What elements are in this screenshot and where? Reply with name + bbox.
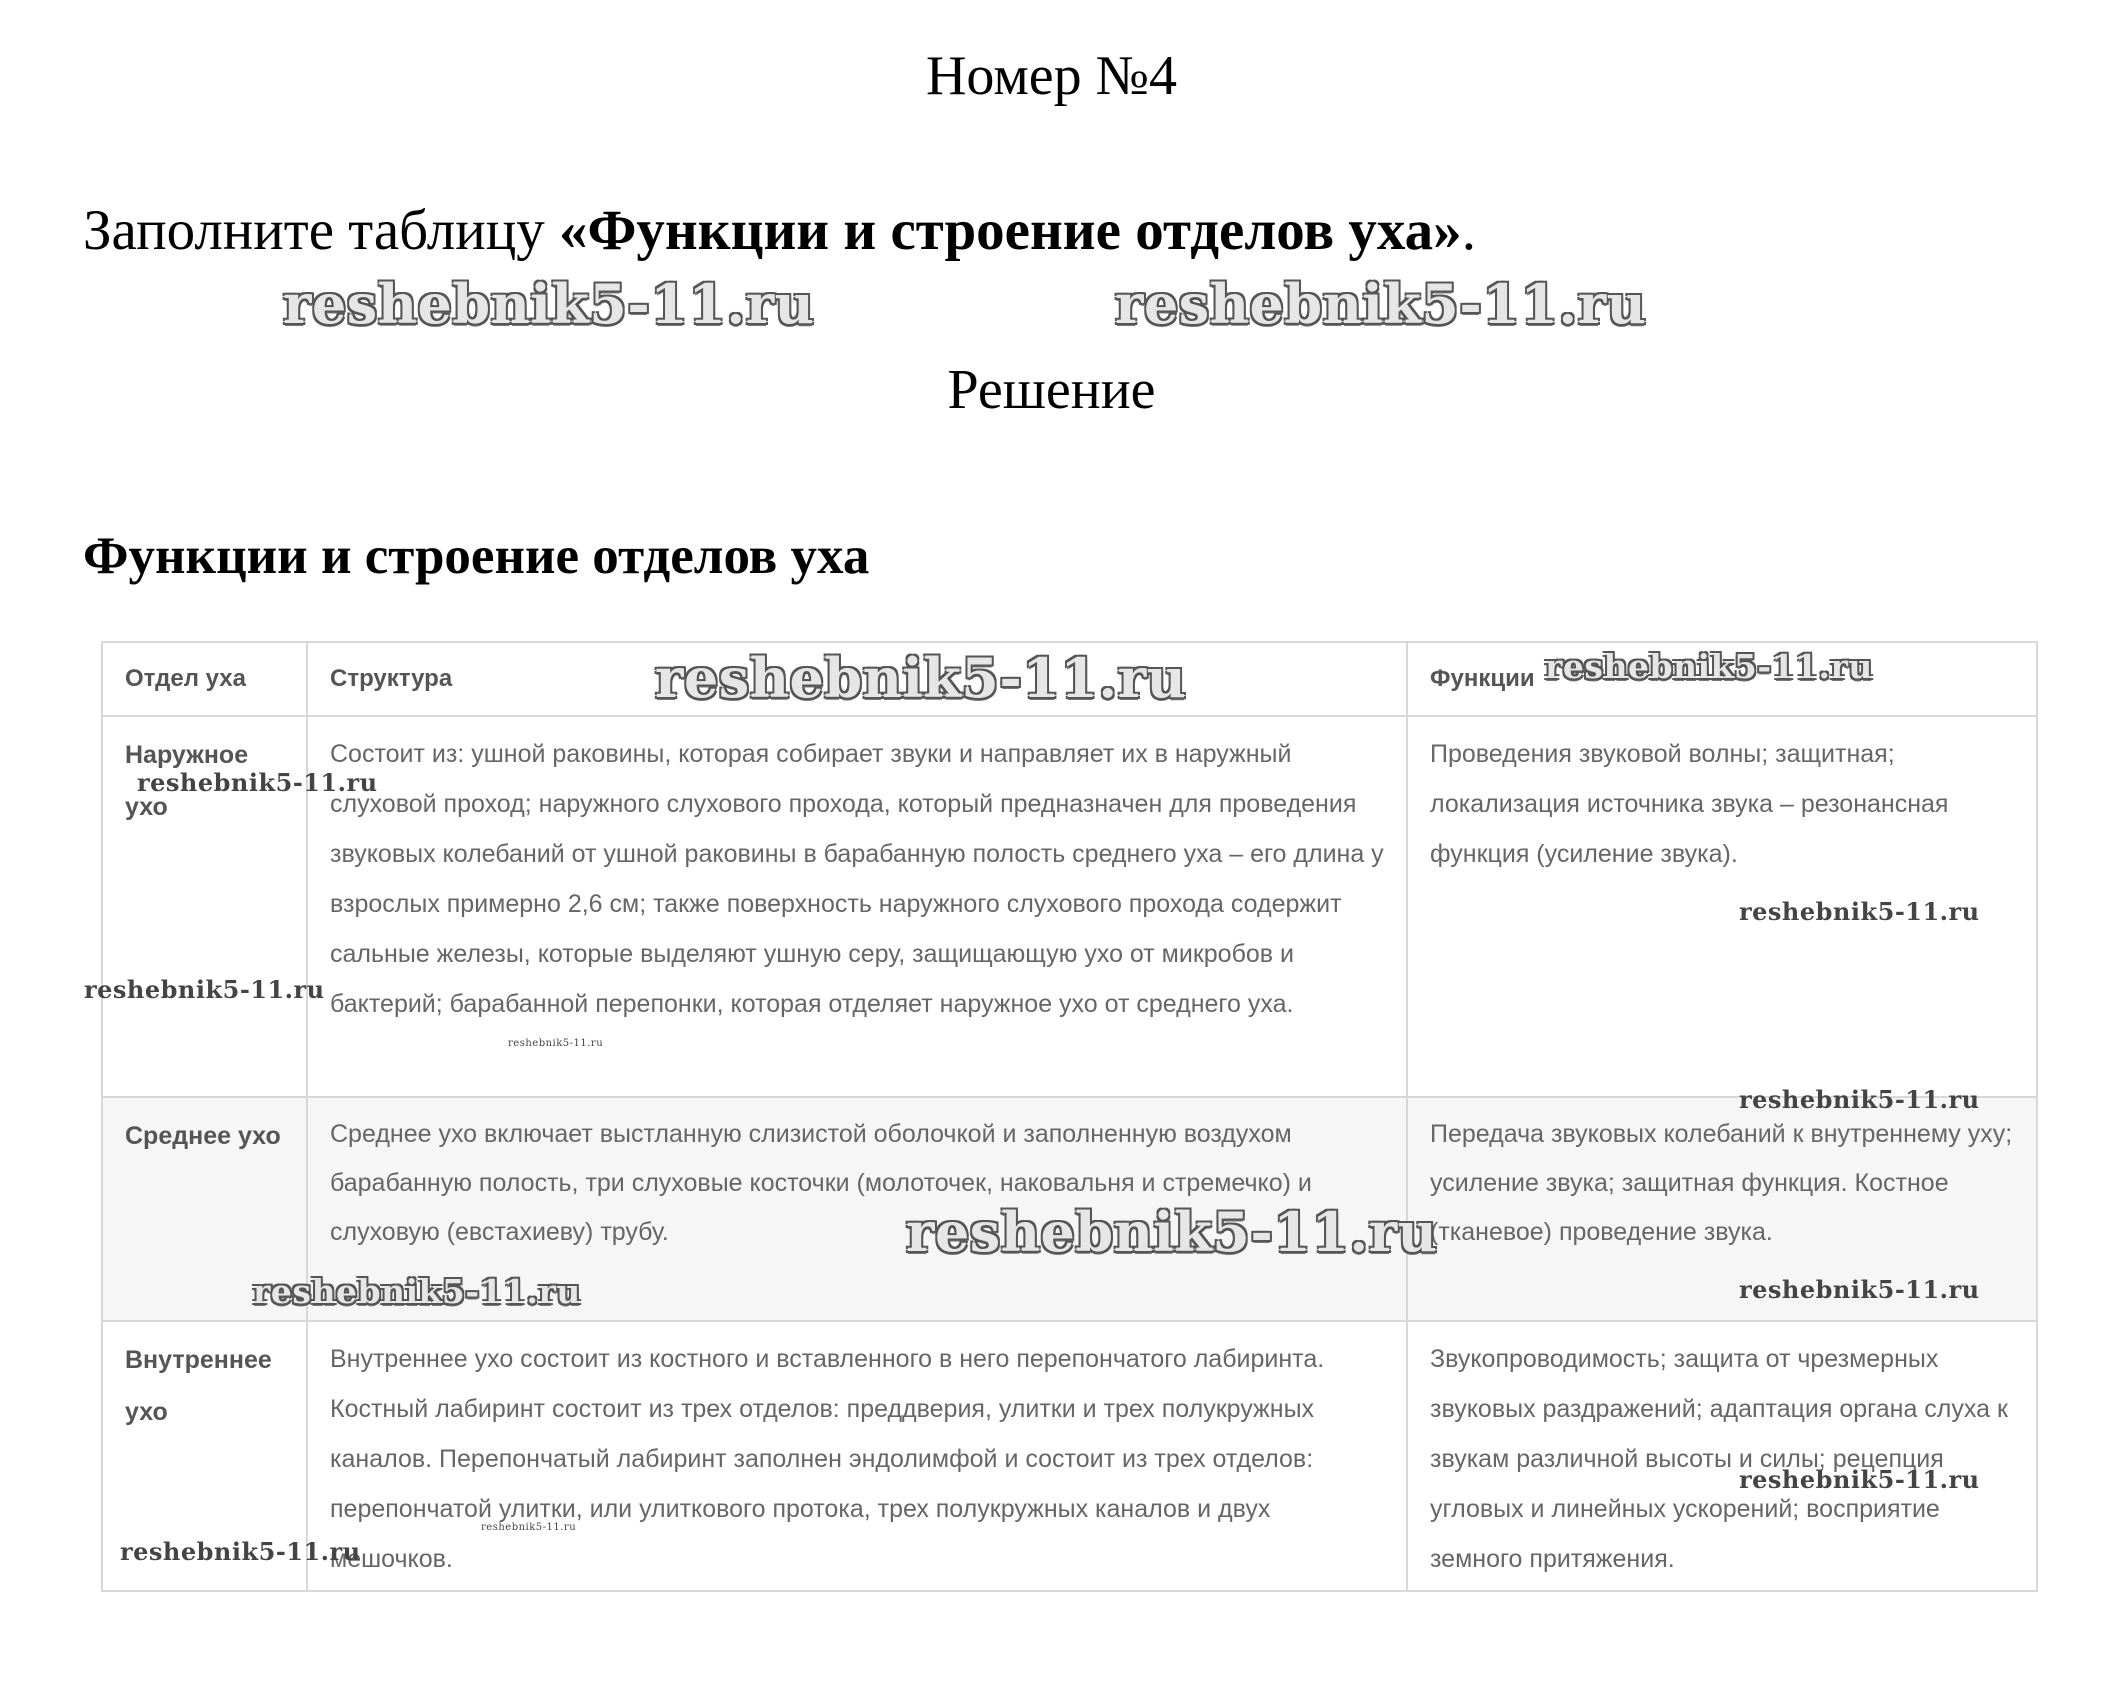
watermark: reshebnik5-11.ru	[1545, 647, 1873, 686]
watermark: reshebnik5-11.ru	[1115, 272, 1647, 336]
watermark: reshebnik5-11.ru	[1739, 1465, 1980, 1494]
watermark: reshebnik5-11.ru	[120, 1537, 361, 1566]
watermark: reshebnik5-11.ru	[1739, 1275, 1980, 1304]
watermark: reshebnik5-11.ru	[84, 975, 325, 1004]
watermark: reshebnik5-11.ru	[137, 768, 378, 797]
row-section-label: Среднее ухо	[103, 1098, 308, 1320]
watermark: reshebnik5-11.ru	[481, 1522, 577, 1533]
task-suffix: .	[1461, 199, 1476, 262]
header-functions: Функции	[1430, 665, 1535, 692]
watermark: reshebnik5-11.ru	[1739, 897, 1980, 926]
watermark: reshebnik5-11.ru	[906, 1200, 1438, 1264]
row-structure: Внутреннее ухо состоит из костного и вставленного в него перепончатого лабиринта. Костный лабиринт состоит из трех отделов: преддверия, улитки и трех полукружных каналов. Перепончатый лабиринт заполнен эндолимфой и состоит из трех отделов: перепончатой улитки, или улиткового протока, трех полукружных каналов и двух мешочков.	[308, 1322, 1408, 1590]
ear-functions-table	[101, 641, 2038, 1592]
header-structure: Структура	[308, 643, 1408, 715]
row-structure: Среднее ухо включает выстланную слизистой оболочкой и заполненную воздухом барабанную полость, три слуховые косточки (молоточек, наковальня и стремечко) и слуховую (евстахиеву) трубу.	[308, 1098, 1408, 1320]
row-functions: Звукопроводимость; защита от чрезмерных звуковых раздражений; адаптация органа слуха к звукам различной высоты и силы; рецепция угловых и линейных ускорений; восприятие земного притяжения.	[1430, 1345, 2008, 1573]
row-section-label: Внутреннее ухо	[103, 1322, 308, 1590]
task-bold-title: «Функции и строение отделов уха»	[558, 199, 1462, 262]
watermark: reshebnik5-11.ru	[508, 1038, 604, 1049]
row-functions: Передача звуковых колебаний к внутреннему уху; усиление звука; защитная функция. Костное (тканевое) проведение звука.	[1430, 1120, 2013, 1246]
watermark: reshebnik5-11.ru	[253, 1272, 581, 1311]
task-statement	[83, 198, 1476, 263]
table-row	[103, 717, 2036, 1098]
solution-label: Решение	[947, 359, 1156, 421]
page-title: Номер №4	[925, 45, 1178, 107]
table-row	[103, 1098, 2036, 1322]
watermark: reshebnik5-11.ru	[1739, 1085, 1980, 1114]
watermark: reshebnik5-11.ru	[655, 646, 1187, 710]
row-structure: Состоит из: ушной раковины, которая собирает звуки и направляет их в наружный слуховой проход; наружного слухового прохода, который предназначен для проведения звуковых колебаний от ушной раковины в барабанную полость среднего уха – его длина у взрослых примерно 2,6 см; также поверхность наружного слухового прохода содержит сальные железы, которые выделяют ушную серу, защищающую ухо от микробов и бактерий; барабанной перепонки, которая отделяет наружное ухо от среднего уха.	[308, 717, 1408, 1096]
table-heading: Функции и строение отделов уха	[83, 527, 870, 585]
table-header-row	[103, 643, 2036, 717]
table-row	[103, 1322, 2036, 1590]
header-section: Отдел уха	[103, 643, 308, 715]
row-functions: Проведения звуковой волны; защитная; локализация источника звука – резонансная функция (усиление звука).	[1430, 740, 1949, 868]
task-prefix: Заполните таблицу	[83, 199, 559, 262]
watermark: reshebnik5-11.ru	[283, 272, 815, 336]
row-section-label: Наружное ухо	[103, 717, 308, 1096]
